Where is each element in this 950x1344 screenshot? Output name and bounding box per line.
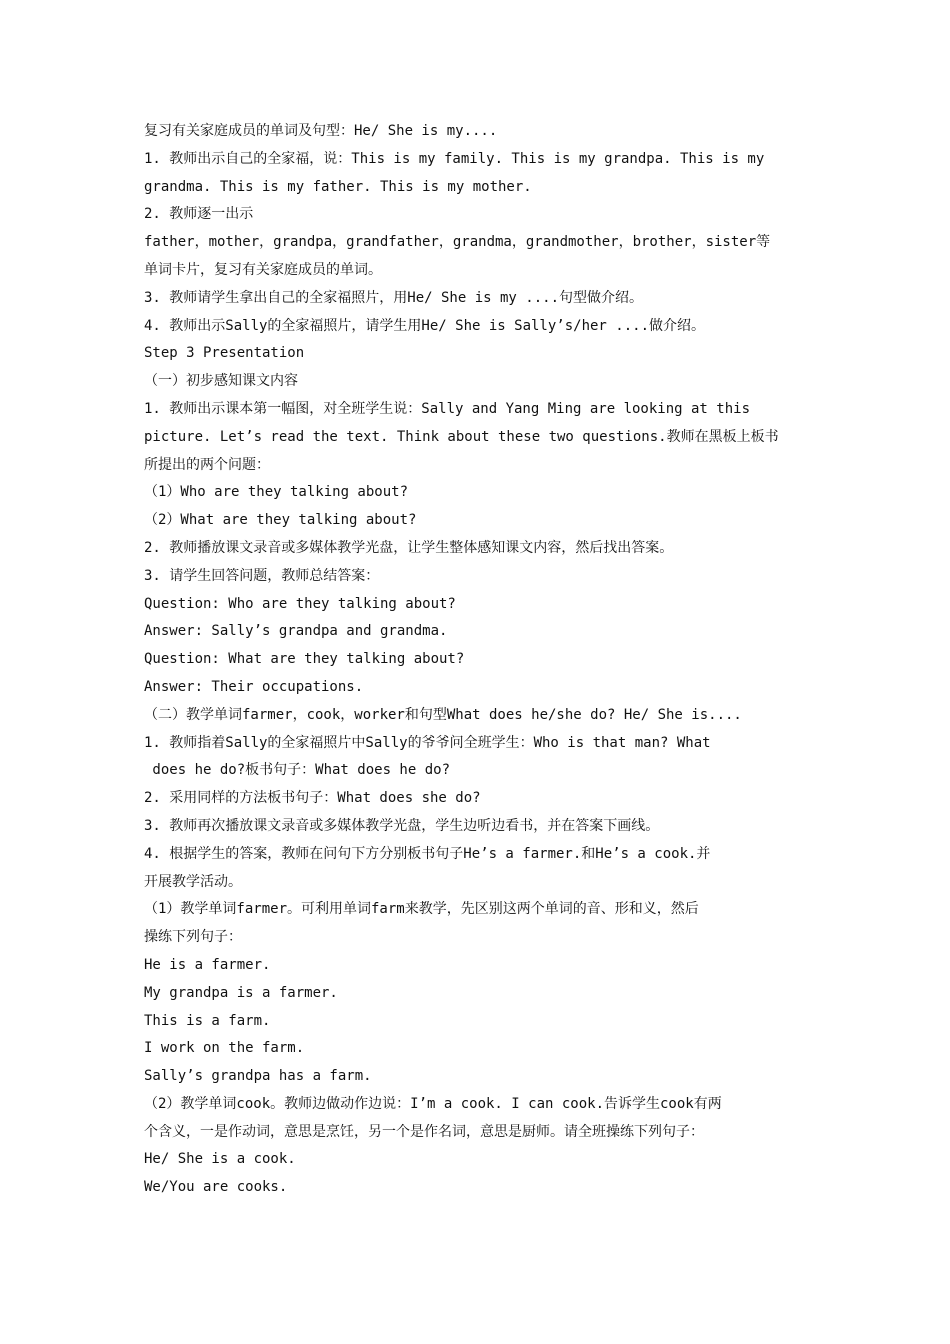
text-line: father，mother，grandpa，grandfather，grandma，grandmother，brother，sister等 [144, 234, 771, 251]
text-line: 2. 教师播放课文录音或多媒体教学光盘，让学生整体感知课文内容，然后找出答案。 [144, 539, 674, 556]
subsection-heading: （一）初步感知课文内容 [144, 373, 298, 390]
example-sentence: He/ She is a cook. [144, 1151, 296, 1168]
text-line: Answer: Sally’s grandpa and grandma. [144, 623, 448, 640]
text-line: 2. 采用同样的方法板书句子：What does she do? [144, 790, 481, 807]
text-line: 4. 根据学生的答案，教师在问句下方分别板书句子He’s a farmer.和He’s a cook.并 [144, 845, 711, 862]
text-line: 1. 教师出示自己的全家福，说：This is my family. This is my grandpa. This is my [144, 150, 765, 167]
text-line: Question: What are they talking about? [144, 651, 465, 668]
text-line: 1. 教师出示课本第一幅图，对全班学生说：Sally and Yang Ming are looking at this [144, 400, 751, 417]
text-line: 复习有关家庭成员的单词及句型：He/ She is my.... [144, 123, 498, 139]
text-line: （1）教学单词farmer。可利用单词farm来教学，先区别这两个单词的音、形和义，然后 [144, 901, 699, 918]
text-line: 3. 教师请学生拿出自己的全家福照片，用He/ She is my ....句型做介绍。 [144, 289, 644, 306]
text-line: 操练下列句子： [144, 929, 242, 946]
text-line: Question: Who are they talking about? [144, 595, 456, 612]
text-line: 2. 教师逐一出示 [144, 206, 254, 223]
document-body [144, 118, 812, 1202]
example-sentence: This is a farm. [144, 1012, 271, 1029]
example-sentence: Sally’s grandpa has a farm. [144, 1068, 372, 1085]
text-line: grandma. This is my father. This is my mother. [144, 178, 532, 195]
section-heading: Step 3 Presentation [144, 345, 305, 362]
example-sentence: We/You are cooks. [144, 1179, 288, 1196]
text-line: does he do?板书句子：What does he do? [144, 762, 451, 779]
text-line: 所提出的两个问题： [144, 456, 270, 473]
text-line: 4. 教师出示Sally的全家福照片，请学生用He/ She is Sally’s/her ....做介绍。 [144, 317, 706, 334]
subsection-heading: （二）教学单词farmer，cook，worker和句型What does he/she do? He/ She is.... [144, 706, 742, 723]
example-sentence: I work on the farm. [144, 1040, 305, 1057]
example-sentence: He is a farmer. [144, 956, 271, 973]
text-line: （2）教学单词cook。教师边做动作边说：I’m a cook. I can cook.告诉学生cook有两 [144, 1095, 722, 1112]
text-line: Answer: Their occupations. [144, 678, 364, 695]
text-line: 3. 请学生回答问题，教师总结答案： [144, 567, 380, 584]
question-item: （1）Who are they talking about? [144, 484, 409, 501]
text-line: 开展教学活动。 [144, 873, 242, 890]
example-sentence: My grandpa is a farmer. [144, 984, 338, 1001]
text-line: 单词卡片，复习有关家庭成员的单词。 [144, 261, 382, 278]
text-line: 1. 教师指着Sally的全家福照片中Sally的爷爷问全班学生：Who is that man? What [144, 734, 711, 751]
text-line: 个含义，一是作动词，意思是烹饪，另一个是作名词，意思是厨师。请全班操练下列句子： [144, 1123, 704, 1140]
question-item: （2）What are they talking about? [144, 512, 417, 529]
text-line: picture. Let’s read the text. Think about these two questions.教师在黑板上板书 [144, 428, 779, 445]
text-line: 3. 教师再次播放课文录音或多媒体教学光盘，学生边听边看书，并在答案下画线。 [144, 817, 660, 834]
